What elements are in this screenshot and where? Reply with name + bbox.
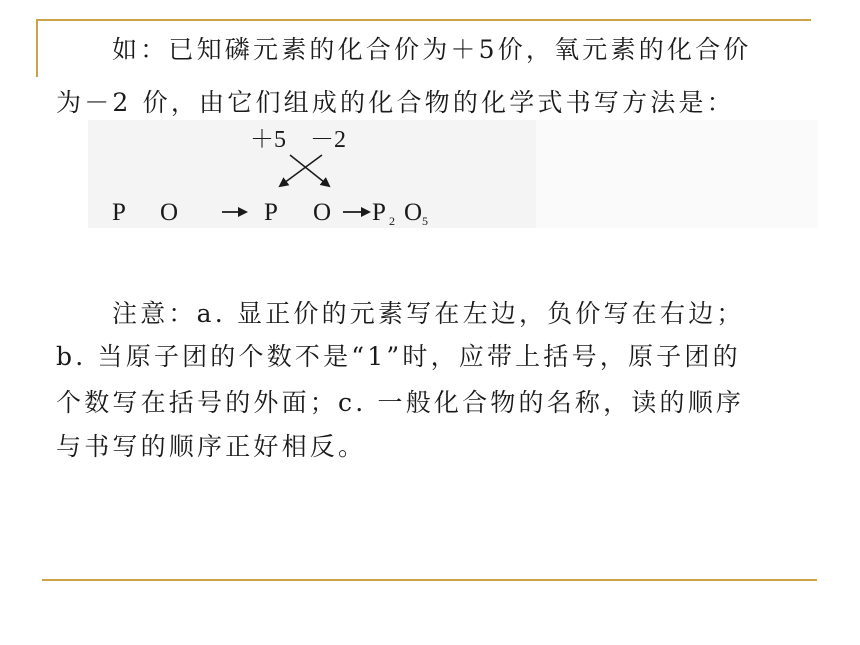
reactant-symbol-2: O	[160, 199, 179, 226]
intro-text-2: 为－2 价，由它们组成的化合物的化学式书写方法是：	[56, 88, 735, 117]
note-text-3: 个数写在括号的外面；c. 一般化合物的名称，读的顺序	[56, 388, 745, 417]
note-text-1: 注意：a. 显正价的元素写在左边，负价写在右边；	[112, 299, 745, 328]
note-text-2: b. 当原子团的个数不是“1”时，应带上括号，原子团的	[56, 342, 741, 371]
top-decorative-rule	[36, 19, 811, 21]
valence-right: －2	[310, 127, 346, 153]
bottom-decorative-rule	[42, 579, 817, 581]
reactant-symbol-1: P	[112, 199, 126, 226]
note-line-2	[56, 342, 741, 372]
left-decorative-rule	[36, 19, 38, 77]
product-symbol-2: O	[404, 199, 423, 226]
intro-line-1	[56, 35, 752, 65]
intro-text-1: 如：已知磷元素的化合价为＋5价，氧元素的化合价	[112, 35, 752, 64]
intro-line-2	[56, 88, 735, 118]
middle-symbol-1: P	[264, 199, 278, 226]
note-line-1	[56, 299, 745, 329]
middle-symbol-2: O	[313, 199, 332, 226]
valence-left: ＋5	[250, 127, 286, 153]
note-line-4	[56, 432, 366, 462]
product-subscript-1: 2	[389, 214, 395, 228]
product-subscript-2: 5	[422, 214, 428, 228]
product-symbol-1: P	[372, 199, 386, 226]
note-line-3	[56, 388, 744, 418]
diagram-background	[88, 120, 818, 228]
note-text-4: 与书写的顺序正好相反。	[56, 432, 367, 461]
